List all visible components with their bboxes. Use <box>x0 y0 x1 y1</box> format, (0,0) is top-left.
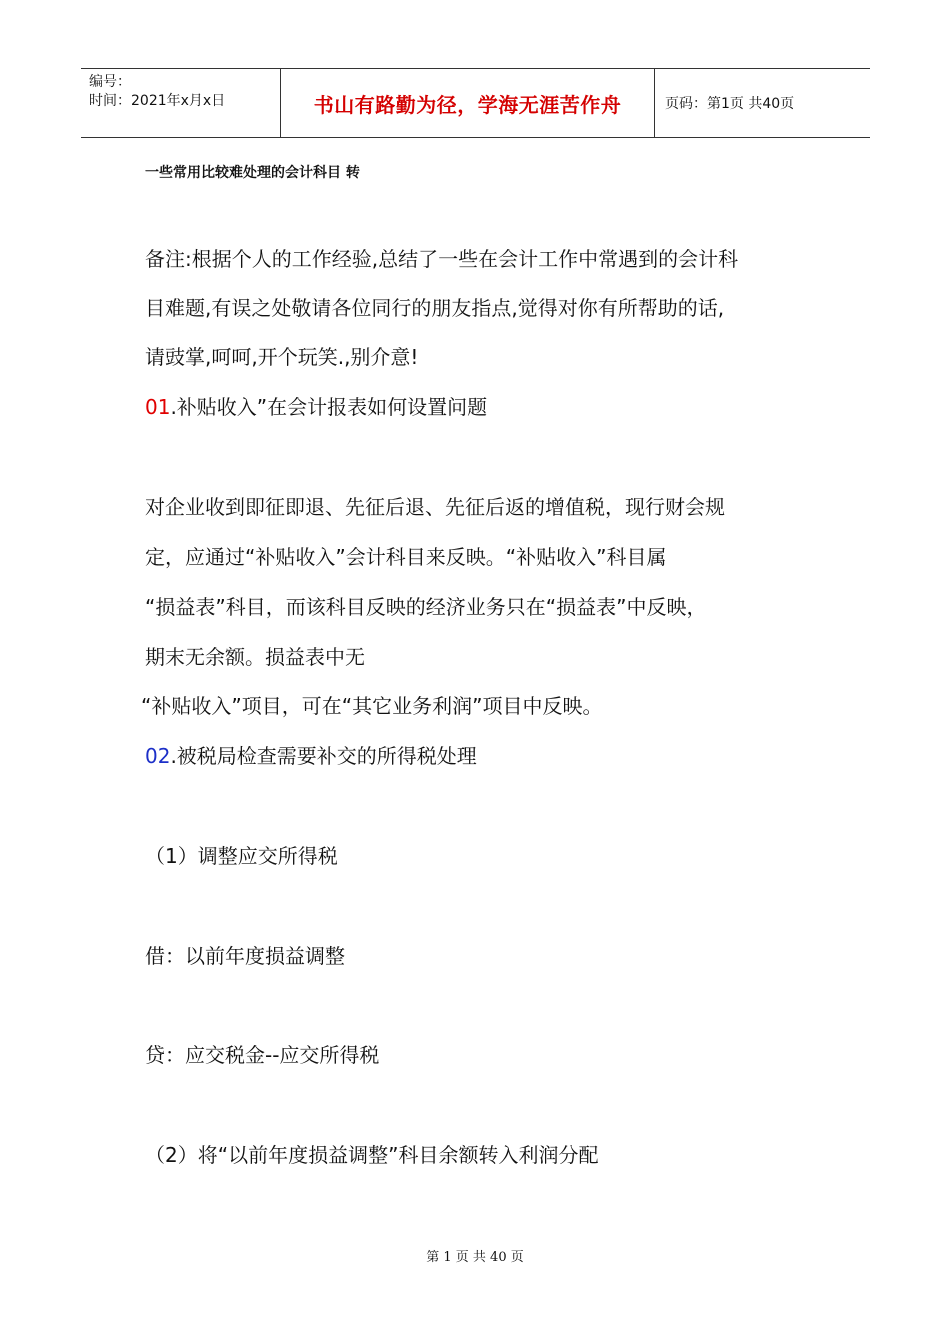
section-1-body-line: 定，应通过“补贴收入”会计科目来反映。“补贴收入”科目属 <box>145 545 667 569</box>
number-label: 编号： <box>89 74 131 90</box>
header-table <box>81 68 870 138</box>
step-2: （2）将“以前年度损益调整”科目余额转入利润分配 <box>145 1143 599 1167</box>
section-2-heading <box>145 744 477 768</box>
intro-line: 目难题,有误之处敬请各位同行的朋友指点,觉得对你有所帮助的话, <box>145 296 725 320</box>
credit-entry: 贷：应交税金--应交所得税 <box>145 1043 380 1067</box>
header-page-cell <box>655 69 870 137</box>
time-label: 时间：2021年x月x日 <box>89 93 226 109</box>
section-1-body-line: “补贴收入”项目，可在“其它业务利润”项目中反映。 <box>141 694 603 718</box>
page-footer: 第 1 页 共 40 页 <box>426 1250 524 1265</box>
motto: 书山有路勤为径，学海无涯苦作舟 <box>313 92 622 117</box>
page-info: 页码：第1页 共40页 <box>665 96 795 112</box>
intro-line: 请豉掌,呵呵,开个玩笑.,别介意! <box>145 345 419 369</box>
header-meta-cell <box>81 69 281 137</box>
section-2-heading-text: .被税局检查需要补交的所得税处理 <box>170 744 477 768</box>
section-1-number: 01 <box>145 395 171 419</box>
intro-line: 备注:根据个人的工作经验,总结了一些在会计工作中常遇到的会计科 <box>145 247 739 271</box>
section-1-heading-text: .补贴收入”在会计报表如何设置问题 <box>170 395 488 419</box>
section-1-body-line: 期末无余额。损益表中无 <box>145 645 365 669</box>
section-1-body-line: 对企业收到即征即退、先征后退、先征后返的增值税，现行财会规 <box>145 495 725 519</box>
header-motto-cell <box>281 69 655 137</box>
debit-entry: 借：以前年度损益调整 <box>145 944 345 968</box>
document-title: 一些常用比较难处理的会计科目 转 <box>145 165 360 181</box>
section-1-heading <box>145 395 487 419</box>
section-2-number: 02 <box>145 744 171 768</box>
step-1: （1）调整应交所得税 <box>145 844 338 868</box>
section-1-body-line: “损益表”科目，而该科目反映的经济业务只在“损益表”中反映， <box>145 595 707 619</box>
